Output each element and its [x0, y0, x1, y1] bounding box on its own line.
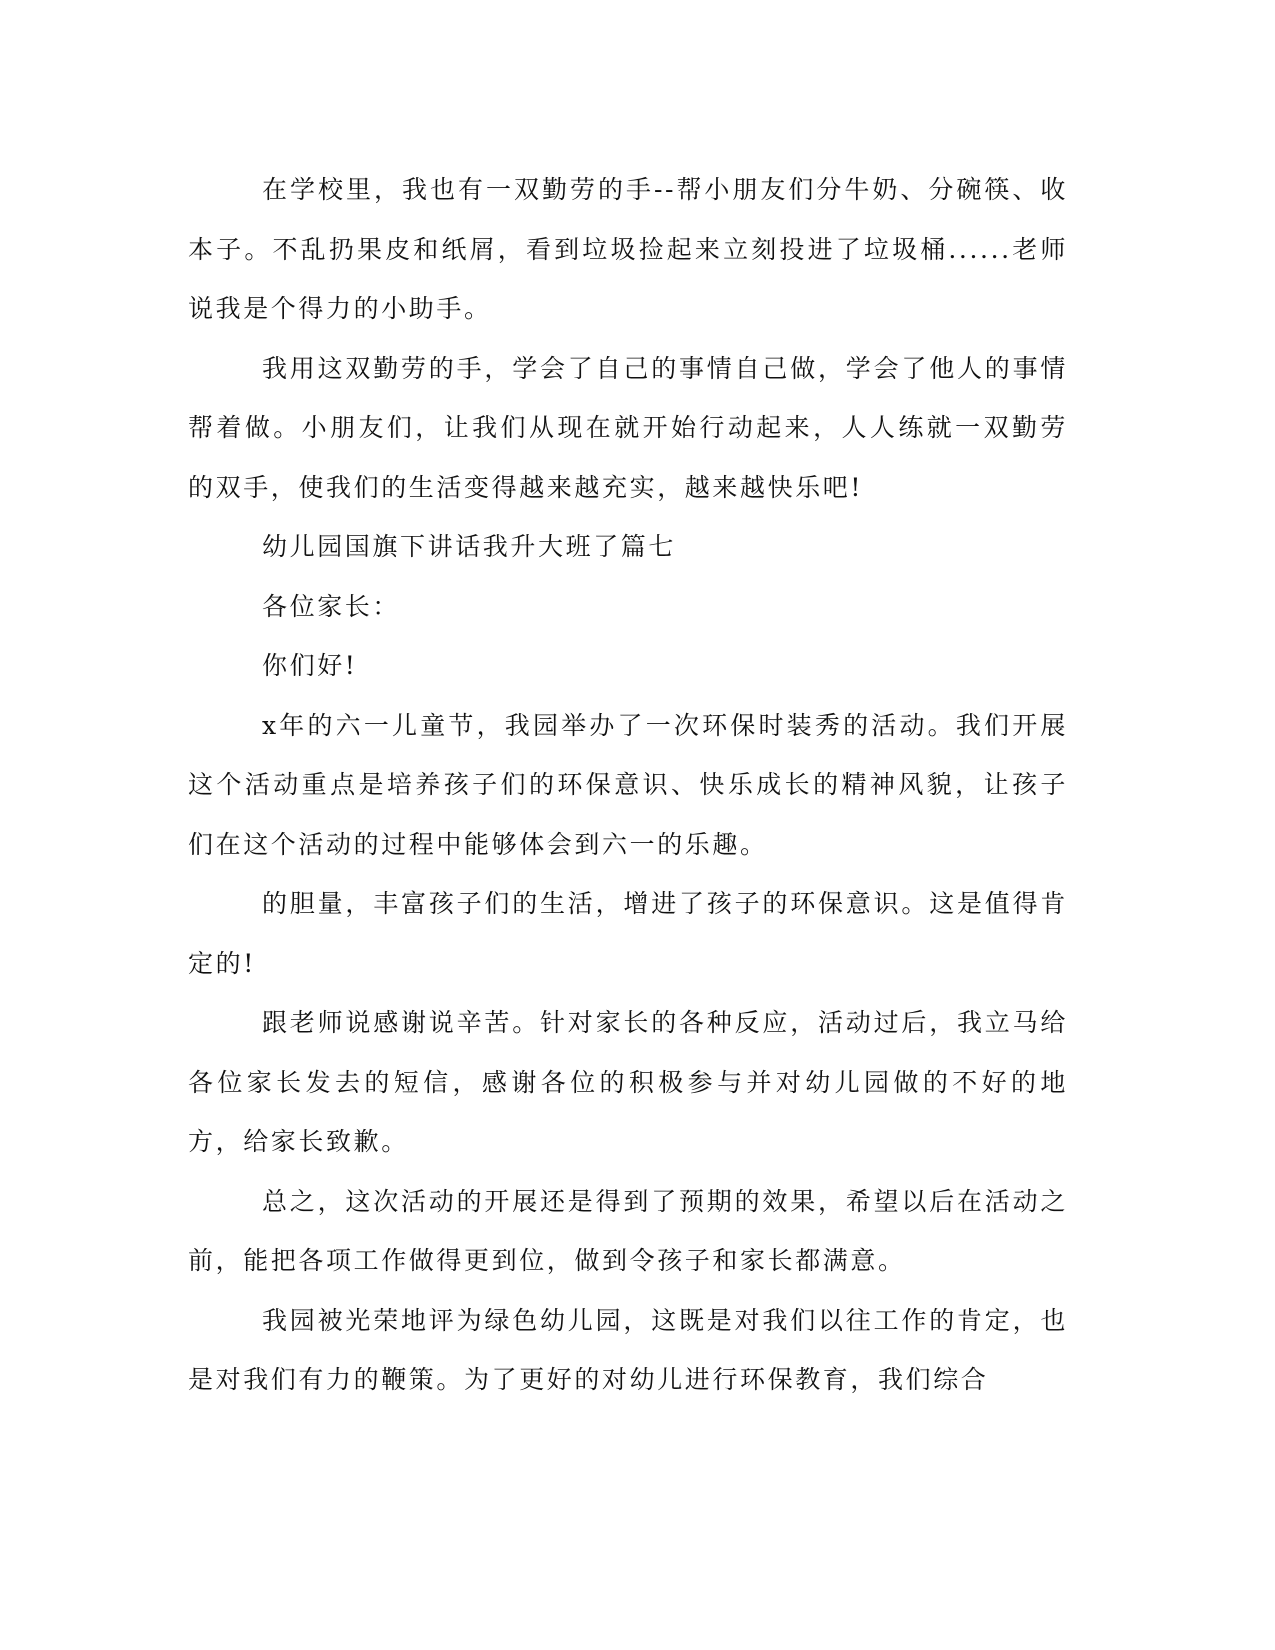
greeting: 你们好!: [262, 651, 358, 680]
paragraph-school-helper: 在学校里，我也有一双勤劳的手--帮小朋友们分牛奶、分碗筷、收本子。不乱扔果皮和纸屑，看到垃圾捡起来立刻投进了垃圾桶......老师说我是个得力的小助手。: [188, 175, 1068, 323]
document-body: [188, 160, 1068, 1410]
paragraph-thanks: 跟老师说感谢说辛苦。针对家长的各种反应，活动过后，我立马给各位家长发去的短信，感谢各位的积极参与并对幼儿园做的不好的地方，给家长致歉。: [188, 1008, 1068, 1156]
salutation: 各位家长：: [262, 591, 401, 621]
paragraph-childrens-day: x年的六一儿童节，我园举办了一次环保时装秀的活动。我们开展这个活动重点是培养孩子们的环保意识、快乐成长的精神风貌，让孩子们在这个活动的过程中能够体会到六一的乐趣。: [188, 710, 1068, 859]
paragraph-diligent-hands: 我用这双勤劳的手，学会了自己的事情自己做，学会了他人的事情帮着做。小朋友们，让我们从现在就开始行动起来，人人练就一双勤劳的双手，使我们的生活变得越来越充实，越来越快乐吧!: [188, 353, 1068, 502]
paragraph-summary: 总之，这次活动的开展还是得到了预期的效果，希望以后在活动之前，能把各项工作做得更到位，做到令孩子和家长都满意。: [188, 1186, 1068, 1275]
paragraph-green-kindergarten: 我园被光荣地评为绿色幼儿园，这既是对我们以往工作的肯定，也是对我们有力的鞭策。为了更好的对幼儿进行环保教育，我们综合: [188, 1305, 1068, 1394]
section-heading: 幼儿园国旗下讲话我升大班了篇七: [262, 532, 677, 561]
paragraph-courage: 的胆量，丰富孩子们的生活，增进了孩子的环保意识。这是值得肯定的!: [188, 889, 1068, 978]
